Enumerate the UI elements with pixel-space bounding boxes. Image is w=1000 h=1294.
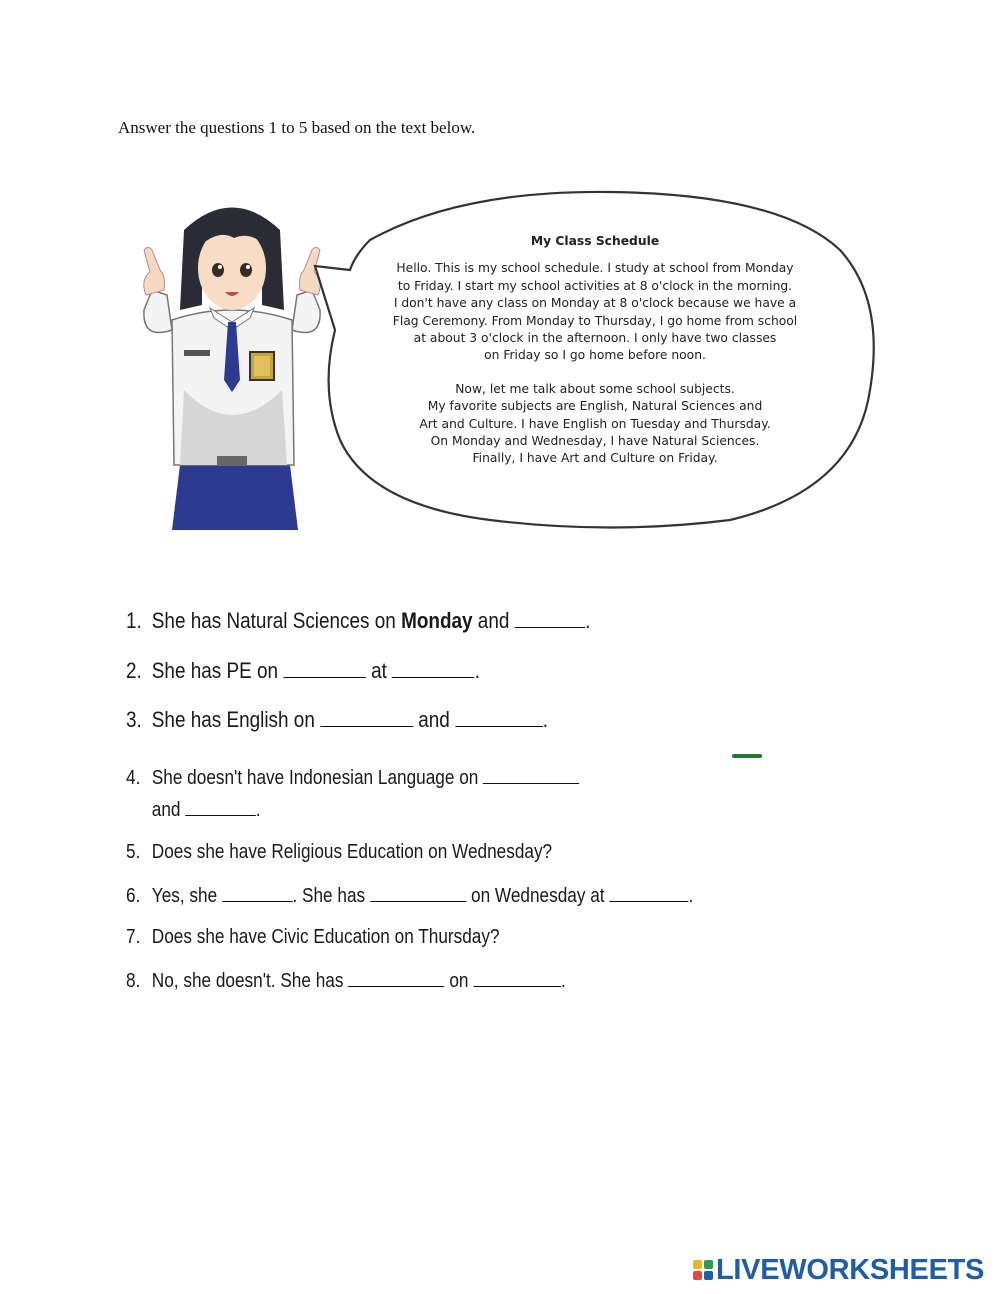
question-text: and bbox=[472, 608, 515, 633]
question-number: 5. bbox=[126, 841, 141, 863]
question-text: She doesn't have Indonesian Language on bbox=[151, 767, 484, 789]
answer-blank[interactable] bbox=[515, 609, 586, 628]
bubble-text bbox=[345, 233, 845, 484]
question-number: 4. bbox=[126, 767, 141, 789]
logo-icon bbox=[693, 1260, 713, 1280]
question-bold-text: Monday bbox=[401, 608, 473, 633]
question-number: 2. bbox=[126, 658, 142, 683]
question-4-line-2 bbox=[126, 797, 261, 822]
question-text: . bbox=[474, 658, 480, 683]
bubble-paragraph-2: Now, let me talk about some school subjects. My favorite subjects are English, Natural Sciences and Art and Culture. I have English on Tuesday and Thursday. On Monday and Wednesday, I have Natural Sciences. Finally, I have Art and Culture on Friday. bbox=[419, 381, 771, 466]
question-2 bbox=[126, 658, 480, 684]
question-3 bbox=[126, 707, 548, 733]
bubble-title: My Class Schedule bbox=[530, 234, 660, 248]
answer-blank[interactable] bbox=[370, 883, 466, 902]
question-text: Does she have Civic Education on Thursday? bbox=[151, 926, 500, 948]
question-text: . bbox=[688, 885, 694, 907]
question-text: . bbox=[560, 970, 566, 992]
answer-blank[interactable] bbox=[320, 708, 413, 727]
answer-blank[interactable] bbox=[455, 708, 543, 727]
question-number: 3. bbox=[126, 707, 142, 732]
green-mark bbox=[732, 754, 762, 758]
question-text: . bbox=[542, 707, 549, 732]
question-text: . She has bbox=[292, 885, 370, 907]
question-text: Yes, she bbox=[151, 885, 222, 907]
logo-square-icon bbox=[693, 1271, 702, 1280]
question-4 bbox=[126, 765, 579, 790]
answer-blank[interactable] bbox=[222, 883, 293, 902]
question-7 bbox=[126, 926, 500, 949]
question-1 bbox=[126, 608, 590, 634]
question-text: No, she doesn't. She has bbox=[151, 970, 349, 992]
question-text: on Wednesday at bbox=[466, 885, 610, 907]
logo-square-icon bbox=[693, 1260, 702, 1269]
logo-text: LIVEWORKSHEETS bbox=[716, 1253, 985, 1286]
question-text: . bbox=[585, 608, 591, 633]
question-text: Does she have Religious Education on Wednesday? bbox=[151, 841, 553, 863]
question-text: at bbox=[365, 658, 393, 683]
answer-blank[interactable] bbox=[473, 968, 561, 987]
question-6 bbox=[126, 883, 693, 908]
liveworksheets-logo bbox=[693, 1254, 984, 1286]
question-text: and bbox=[151, 799, 186, 821]
student-illustration bbox=[122, 190, 342, 530]
answer-blank[interactable] bbox=[483, 765, 579, 784]
question-text: on bbox=[444, 970, 474, 992]
question-text: She has PE on bbox=[151, 658, 284, 683]
question-8 bbox=[126, 968, 566, 993]
logo-square-icon bbox=[704, 1260, 713, 1269]
question-text: . bbox=[255, 799, 261, 821]
question-number: 1. bbox=[126, 608, 142, 633]
bubble-paragraph-1: Hello. This is my school schedule. I study at school from Monday to Friday. I start my school activities at 8 o'clock in the morning. I don't have any class on Monday at 8 o'clock because we have a Flag Ceremony. From Monday to Thursday, I go home from school at about 3 o'clock in the afternoon. I only have two classes on Friday so I go home before noon. bbox=[392, 261, 798, 363]
answer-blank[interactable] bbox=[283, 659, 366, 678]
question-5 bbox=[126, 841, 552, 864]
question-number: 6. bbox=[126, 885, 141, 907]
answer-blank[interactable] bbox=[609, 883, 688, 902]
answer-blank[interactable] bbox=[185, 797, 256, 816]
question-text: She has English on bbox=[151, 707, 321, 732]
question-text: and bbox=[412, 707, 456, 732]
answer-blank[interactable] bbox=[348, 968, 444, 987]
question-number: 7. bbox=[126, 926, 141, 948]
question-text: She has Natural Sciences on bbox=[151, 608, 402, 633]
answer-blank[interactable] bbox=[392, 659, 475, 678]
logo-square-icon bbox=[704, 1271, 713, 1280]
question-number: 8. bbox=[126, 970, 141, 992]
instruction-text: Answer the questions 1 to 5 based on the text below. bbox=[118, 118, 476, 137]
